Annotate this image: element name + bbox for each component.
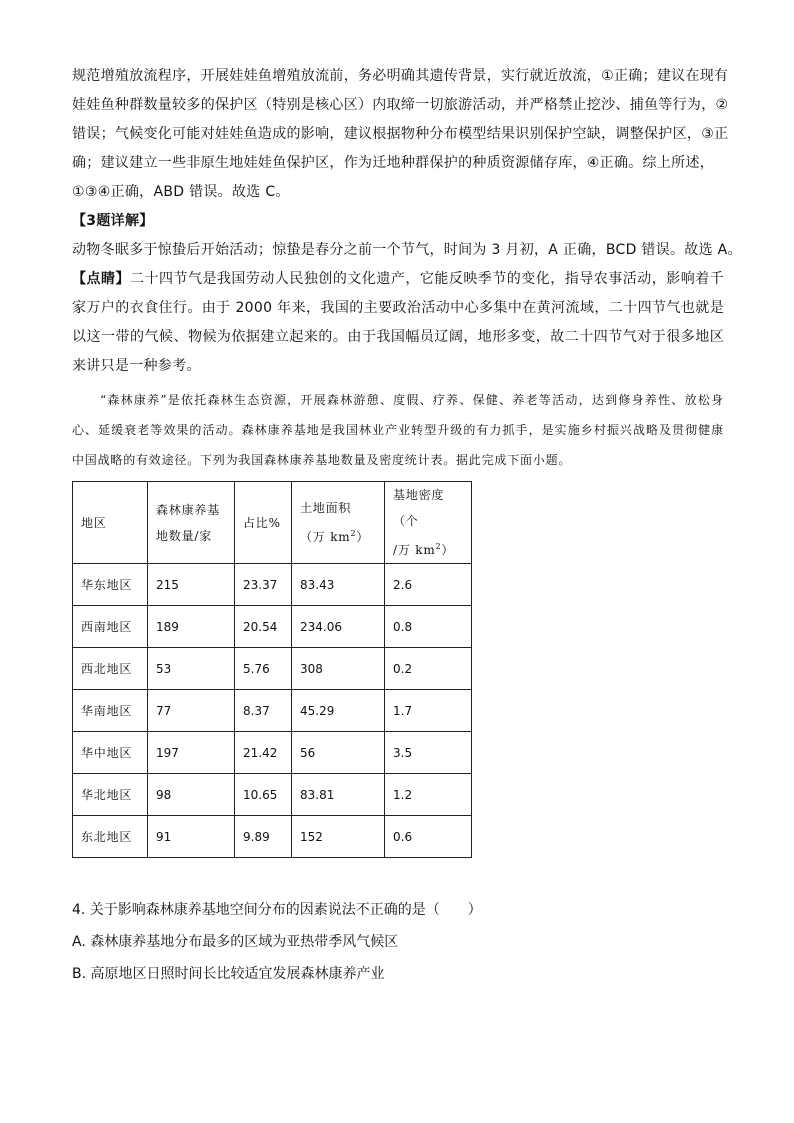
header-area: 土地面积 （万 $km^2$） [292,482,385,564]
q3-explanation: 动物冬眠多于惊蛰后开始活动；惊蛰是春分之前一个节气，时间为 3 月初，A 正确，BCD 错误。故选 A。 [72,242,742,258]
cell-area: 56 [292,732,385,774]
cell-region: 华北地区 [73,774,148,816]
table-row [73,816,472,858]
cell-region: 华东地区 [73,564,148,606]
text-line: 错误；气候变化可能对娃娃鱼造成的影响，建议根据物种分布模型结果识别保护空缺，调整保护区，③正 [72,126,729,142]
cell-share: 10.65 [235,774,292,816]
cell-count: 215 [148,564,235,606]
question-stem: 4. 关于影响森林康养基地空间分布的因素说法不正确的是（ ） [72,902,482,918]
cell-area: 308 [292,648,385,690]
cell-area: 83.81 [292,774,385,816]
cell-density: 2.6 [385,564,472,606]
cell-share: 8.37 [235,690,292,732]
question-4 [72,894,724,990]
cell-share: 5.76 [235,648,292,690]
cell-region: 华中地区 [73,732,148,774]
text-line: 确；建议建立一些非原生地娃娃鱼保护区，作为迁地种群保护的种质资源储存库，④正确。综上所述， [72,155,715,171]
cell-share: 20.54 [235,606,292,648]
table-header-row [73,482,472,564]
table-row [73,690,472,732]
reading-passage [72,385,724,475]
text-line: 规范增殖放流程序，开展娃娃鱼增殖放流前，务必明确其遗传背景，实行就近放流，①正确；建议在现有 [72,68,729,84]
cell-density: 3.5 [385,732,472,774]
text-line: 娃娃鱼种群数量较多的保护区（特别是核心区）内取缔一切旅游活动，并严格禁止挖沙、捕鱼等行为，② [72,97,729,113]
table-row [73,606,472,648]
header-count: 森林康养基 地数量/家 [148,482,235,564]
table-row [73,774,472,816]
option-b: B. 高原地区日照时间长比较适宜发展森林康养产业 [72,966,385,982]
cell-area: 83.43 [292,564,385,606]
cell-region: 东北地区 [73,816,148,858]
cell-area: 152 [292,816,385,858]
table-row [73,732,472,774]
text-line: ①③④正确，ABD 错误。故选 C。 [72,184,290,200]
explanation-paragraph [72,62,729,207]
cell-share: 21.42 [235,732,292,774]
table-row [73,564,472,606]
cell-density: 0.6 [385,816,472,858]
cell-region: 华南地区 [73,690,148,732]
cell-count: 197 [148,732,235,774]
table-row [73,648,472,690]
cell-share: 23.37 [235,564,292,606]
header-region: 地区 [73,482,148,564]
cell-density: 1.7 [385,690,472,732]
cell-density: 1.2 [385,774,472,816]
tip-paragraph [72,265,724,381]
cell-area: 234.06 [292,606,385,648]
tip-label: 【点睛】 [72,271,130,287]
header-density: 基地密度（个 /万 $km^2$） [385,482,472,564]
cell-count: 189 [148,606,235,648]
header-share: 占比% [235,482,292,564]
forest-base-table [72,481,472,858]
q3-heading: 【3题详解】 [72,213,154,229]
cell-area: 45.29 [292,690,385,732]
cell-density: 0.2 [385,648,472,690]
option-a: A. 森林康养基地分布最多的区域为亚热带季风气候区 [72,934,399,950]
tip-text: 二十四节气是我国劳动人民独创的文化遗产，它能反映季节的变化，指导农事活动，影响着千家万户的衣食住行。由于 2000 年来，我国的主要政治活动中心多集中在黄河流域，二十四节气也就是以这一带的气候、物候为依据建立起来的。由于我国幅员辽阔，地形多变，故二十四节气对于很多地区来讲只是一种参考。 [72,271,724,374]
cell-region: 西北地区 [73,648,148,690]
passage-text: “森林康养”是依托森林生态资源，开展森林游憩、度假、疗养、保健、养老等活动，达到修身养性、放松身心、延缓衰老等效果的活动。森林康养基地是我国林业产业转型升级的有力抓手，是实施乡村振兴战略及贯彻健康中国战略的有效途径。下列为我国森林康养基地数量及密度统计表。据此完成下面小题。 [72,393,724,467]
cell-share: 9.89 [235,816,292,858]
cell-count: 77 [148,690,235,732]
cell-count: 53 [148,648,235,690]
cell-count: 91 [148,816,235,858]
document-page [72,62,742,990]
cell-density: 0.8 [385,606,472,648]
cell-count: 98 [148,774,235,816]
cell-region: 西南地区 [73,606,148,648]
